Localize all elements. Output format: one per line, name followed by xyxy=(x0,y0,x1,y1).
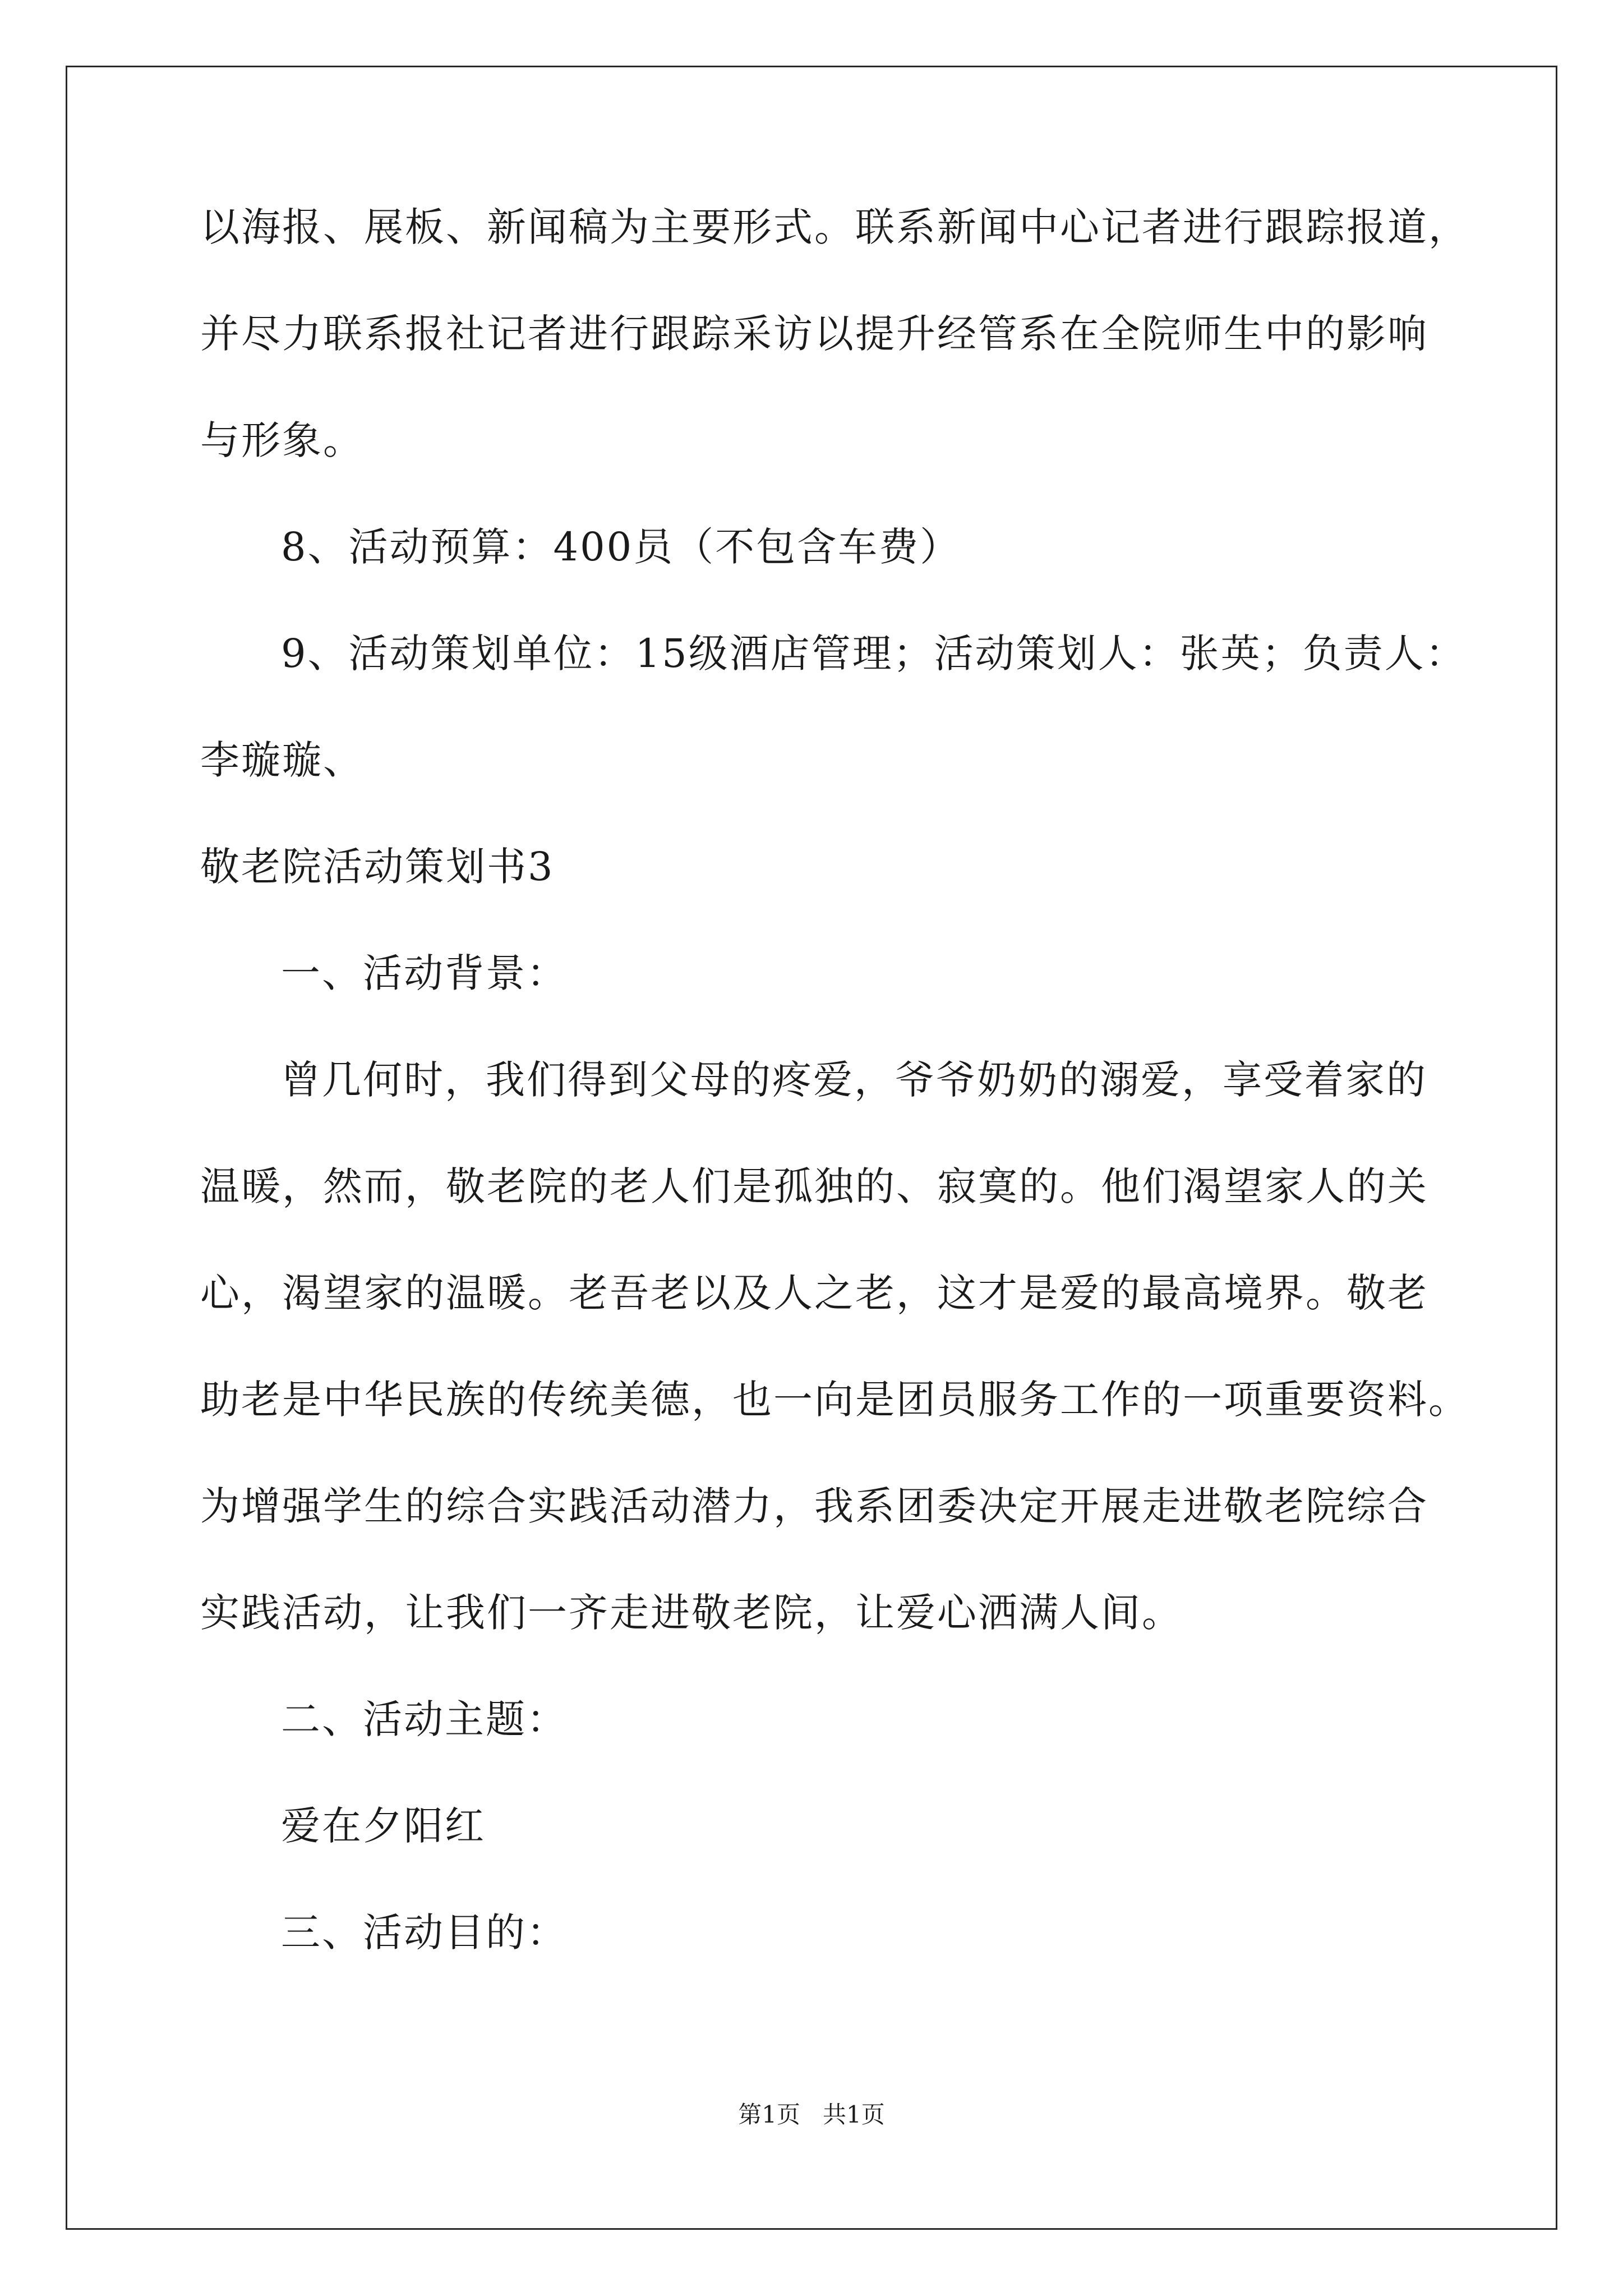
page-border xyxy=(66,66,1557,2230)
heading-theme: 二、活动主题： xyxy=(281,1696,568,1742)
budget-line: 8、活动预算：400员（不包含车费） xyxy=(281,524,961,570)
paragraph-line: 与形象。 xyxy=(200,417,364,463)
paragraph-line: 曾几何时，我们得到父母的疼爱，爷爷奶奶的溺爱，享受着家的 xyxy=(281,1057,1427,1103)
paragraph-line: 心，渴望家的温暖。老吾老以及人之老，这才是爱的最高境界。敬老 xyxy=(200,1270,1428,1316)
paragraph-line: 温暖，然而，敬老院的老人们是孤独的、寂寞的。他们渴望家人的关 xyxy=(200,1163,1428,1209)
paragraph-line: 以海报、展板、新闻稿为主要形式。联系新闻中心记者进行跟踪报道， xyxy=(200,204,1469,250)
heading-background: 一、活动背景： xyxy=(281,950,568,996)
organizer-line: 9、活动策划单位：15级酒店管理；活动策划人：张英；负责人： xyxy=(281,631,1467,677)
theme-text: 爱在夕阳红 xyxy=(281,1803,486,1849)
page-footer: 第1页 共1页 xyxy=(738,2101,885,2128)
paragraph-line: 助老是中华民族的传统美德，也一向是团员服务工作的一项重要资料。 xyxy=(200,1377,1469,1423)
paragraph-line: 并尽力联系报社记者进行跟踪采访以提升经管系在全院师生中的影响 xyxy=(200,311,1428,357)
paragraph-line: 为增强学生的综合实践活动潜力，我系团委决定开展走进敬老院综合 xyxy=(200,1483,1428,1529)
paragraph-line: 实践活动，让我们一齐走进敬老院，让爱心洒满人间。 xyxy=(200,1590,1183,1636)
heading-purpose: 三、活动目的： xyxy=(281,1910,568,1955)
organizer-line-continued: 李璇璇、 xyxy=(200,737,364,783)
section-title: 敬老院活动策划书3 xyxy=(200,844,555,890)
